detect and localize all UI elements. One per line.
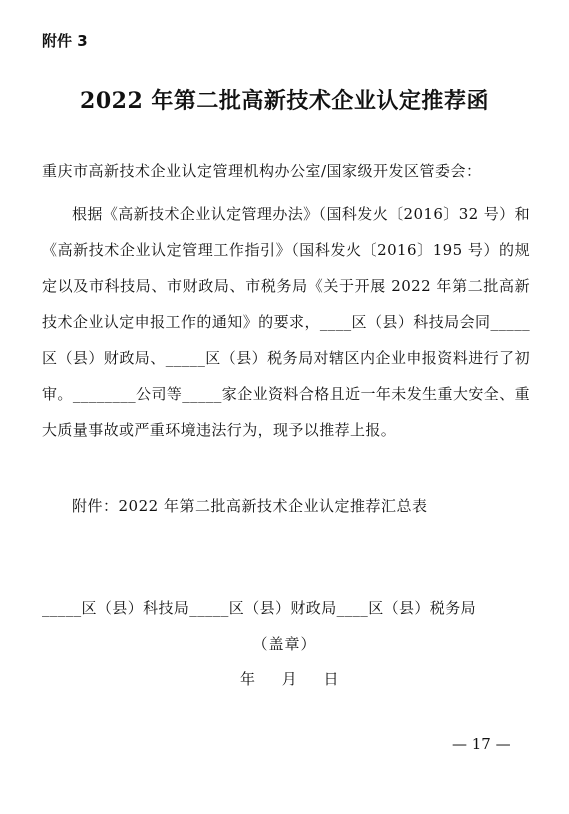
attachment-note: 附件：2022 年第二批高新技术企业认定推荐汇总表 [72,497,428,515]
body-paragraph: 根据《高新技术企业认定管理办法》（国科发火〔2016〕32 号）和《高新技术企业认定管理工作指引》（国科发火〔2016〕195 号）的规定以及市科技局、市财政局、市税务局《关于开展 2022 年第二批高新技术企业认定申报工作的通知》的要求，____区（县）科技局会同_____区（县）财政局、_____区（县）税务局对辖区内企业申报资料进行了初审。________公司等_____家企业资料合格且近一年未发生重大安全、重大质量事故或严重环境违法行为，现予以推荐上报。 [42,205,530,439]
body-text [42,196,530,448]
signature-line: _____区（县）科技局_____区（县）财政局____区（县）税务局 [42,599,477,617]
document-title: 2022 年第二批高新技术企业认定推荐函 [80,88,489,114]
attachment-label: 附件 3 [42,32,88,50]
date-line: 年 月 日 [240,670,339,688]
seal-note: （盖章） [252,635,317,653]
salutation: 重庆市高新技术企业认定管理机构办公室/国家级开发区管委会： [42,162,482,180]
page-number: — 17 — [452,735,511,753]
